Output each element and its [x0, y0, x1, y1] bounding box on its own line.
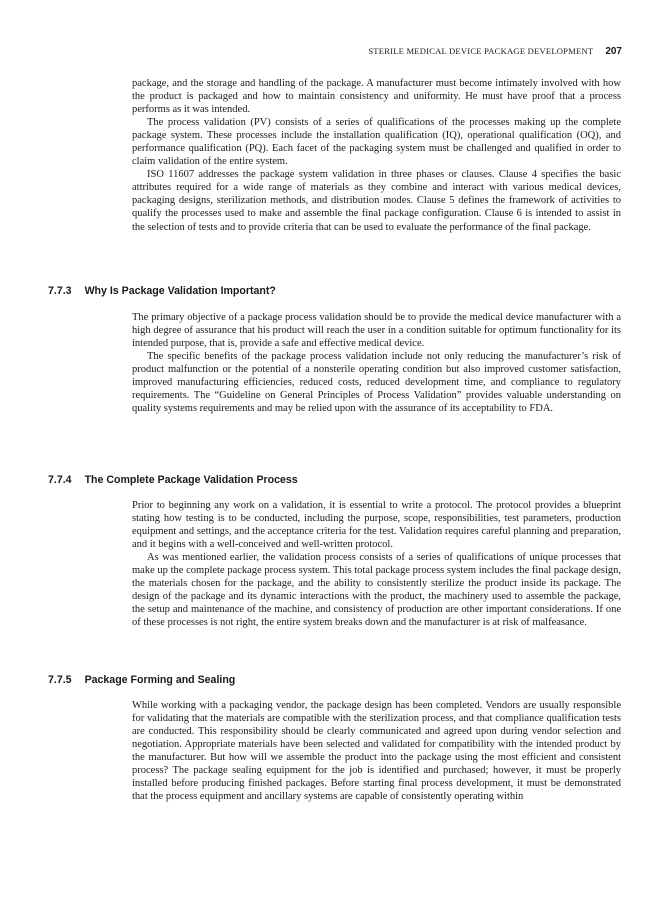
- page-number: 207: [605, 46, 622, 57]
- section-heading-7-7-5: [48, 674, 235, 686]
- section-number: 7.7.4: [48, 474, 72, 486]
- section-heading-7-7-3: [48, 285, 276, 297]
- paragraph: The process validation (PV) consists of a series of qualifications of the processes making up the complete package system. These processes include the installation qualification (IQ), operational qualification (OQ), and performance qualification (PQ). Each facet of the packaging system must be challenged and qualified in order to claim validation of the entire system.: [132, 117, 621, 168]
- section-body-7-7-3: [132, 311, 621, 415]
- section-title: Why Is Package Validation Important?: [84, 285, 276, 297]
- section-number: 7.7.5: [48, 674, 72, 686]
- paragraph: Prior to beginning any work on a validation, it is essential to write a protocol. The protocol provides a blueprint stating how testing is to be conducted, including the purpose, scope, responsibilities, test parameters, production equipment and settings, and the acceptance criteria for the test. Validation requires careful planning and preparation, and it begins with a well-conceived and well-written protocol.: [132, 500, 621, 551]
- paragraph: The primary objective of a package process validation should be to provide the medical device manufacturer with a high degree of assurance that his product will reach the user in a condition suitable for optimum functionality for its intended purpose, that is, provide a safe and effective medical device.: [132, 312, 621, 350]
- paragraph: The specific benefits of the package process validation include not only reducing the manufacturer’s risk of product malfunction or the potential of a nonsterile operating condition but also improved customer satisfaction, improved manufacturing efficiencies, reduced costs, reduced development time, and compliance to regulatory requirements. The “Guideline on General Principles of Process Validation” provides valuable understanding on quality systems requirements and may be relied upon with the assurance of its acceptability to FDA.: [132, 351, 621, 415]
- paragraph: As was mentioned earlier, the validation process consists of a series of qualifications of unique processes that make up the complete package process system. This total package process system includes the final package design, the materials chosen for the package, and the ability to consistently sterilize the product inside its package. The design of the package and its dynamic interactions with the product, the machinery used to assemble the package, the setup and maintenance of the machine, and consistency of production are other important considerations. If one of these processes is not right, the entire system breaks down and the manufacturer is at risk of malfeasance.: [132, 552, 621, 629]
- section-body-7-7-5: [132, 699, 621, 803]
- intro-text: [132, 77, 621, 234]
- paragraph: While working with a packaging vendor, the package design has been completed. Vendors are usually responsible for validating that the materials are compatible with the sterilization process, and that compliance qualification tests are conducted. This responsibility should be clearly communicated and agreed upon during vendor selection and negotiation. Appropriate materials have been selected and validated for compatibility with the intended product by the manufacturer. But how will we assemble the product into the package using the most efficient and consistent process? The package sealing equipment for the job is identified and purchased; however, it must be properly installed before producing finished packages. Before starting final process development, it must be demonstrated that the process equipment and ancillary systems are capable of consistently operating within: [132, 700, 621, 803]
- section-body-7-7-4: [132, 499, 621, 629]
- section-heading-7-7-4: [48, 474, 298, 486]
- section-number: 7.7.3: [48, 285, 72, 297]
- paragraph: package, and the storage and handling of the package. A manufacturer must become intimately involved with how the product is packaged and how to maintain consistency and uniformity. He must have proof that a process performs as it was intended.: [132, 78, 621, 116]
- section-title: Package Forming and Sealing: [84, 674, 236, 686]
- running-header: [368, 46, 622, 57]
- paragraph: ISO 11607 addresses the package system validation in three phases or clauses. Clause 4 specifies the basic attributes required for a wide range of materials as they combine and interact with various medical devices, packaging designs, sterilization methods, and distribution modes. Clause 5 defines the framework of activities to qualify the processes used to make and assemble the final package configuration. Clause 6 is intended to assist in the selection of tests and to provide criteria that can be used to evaluate the performance of the final package.: [132, 169, 621, 233]
- running-title: STERILE MEDICAL DEVICE PACKAGE DEVELOPMENT: [368, 46, 594, 56]
- section-title: The Complete Package Validation Process: [84, 474, 298, 486]
